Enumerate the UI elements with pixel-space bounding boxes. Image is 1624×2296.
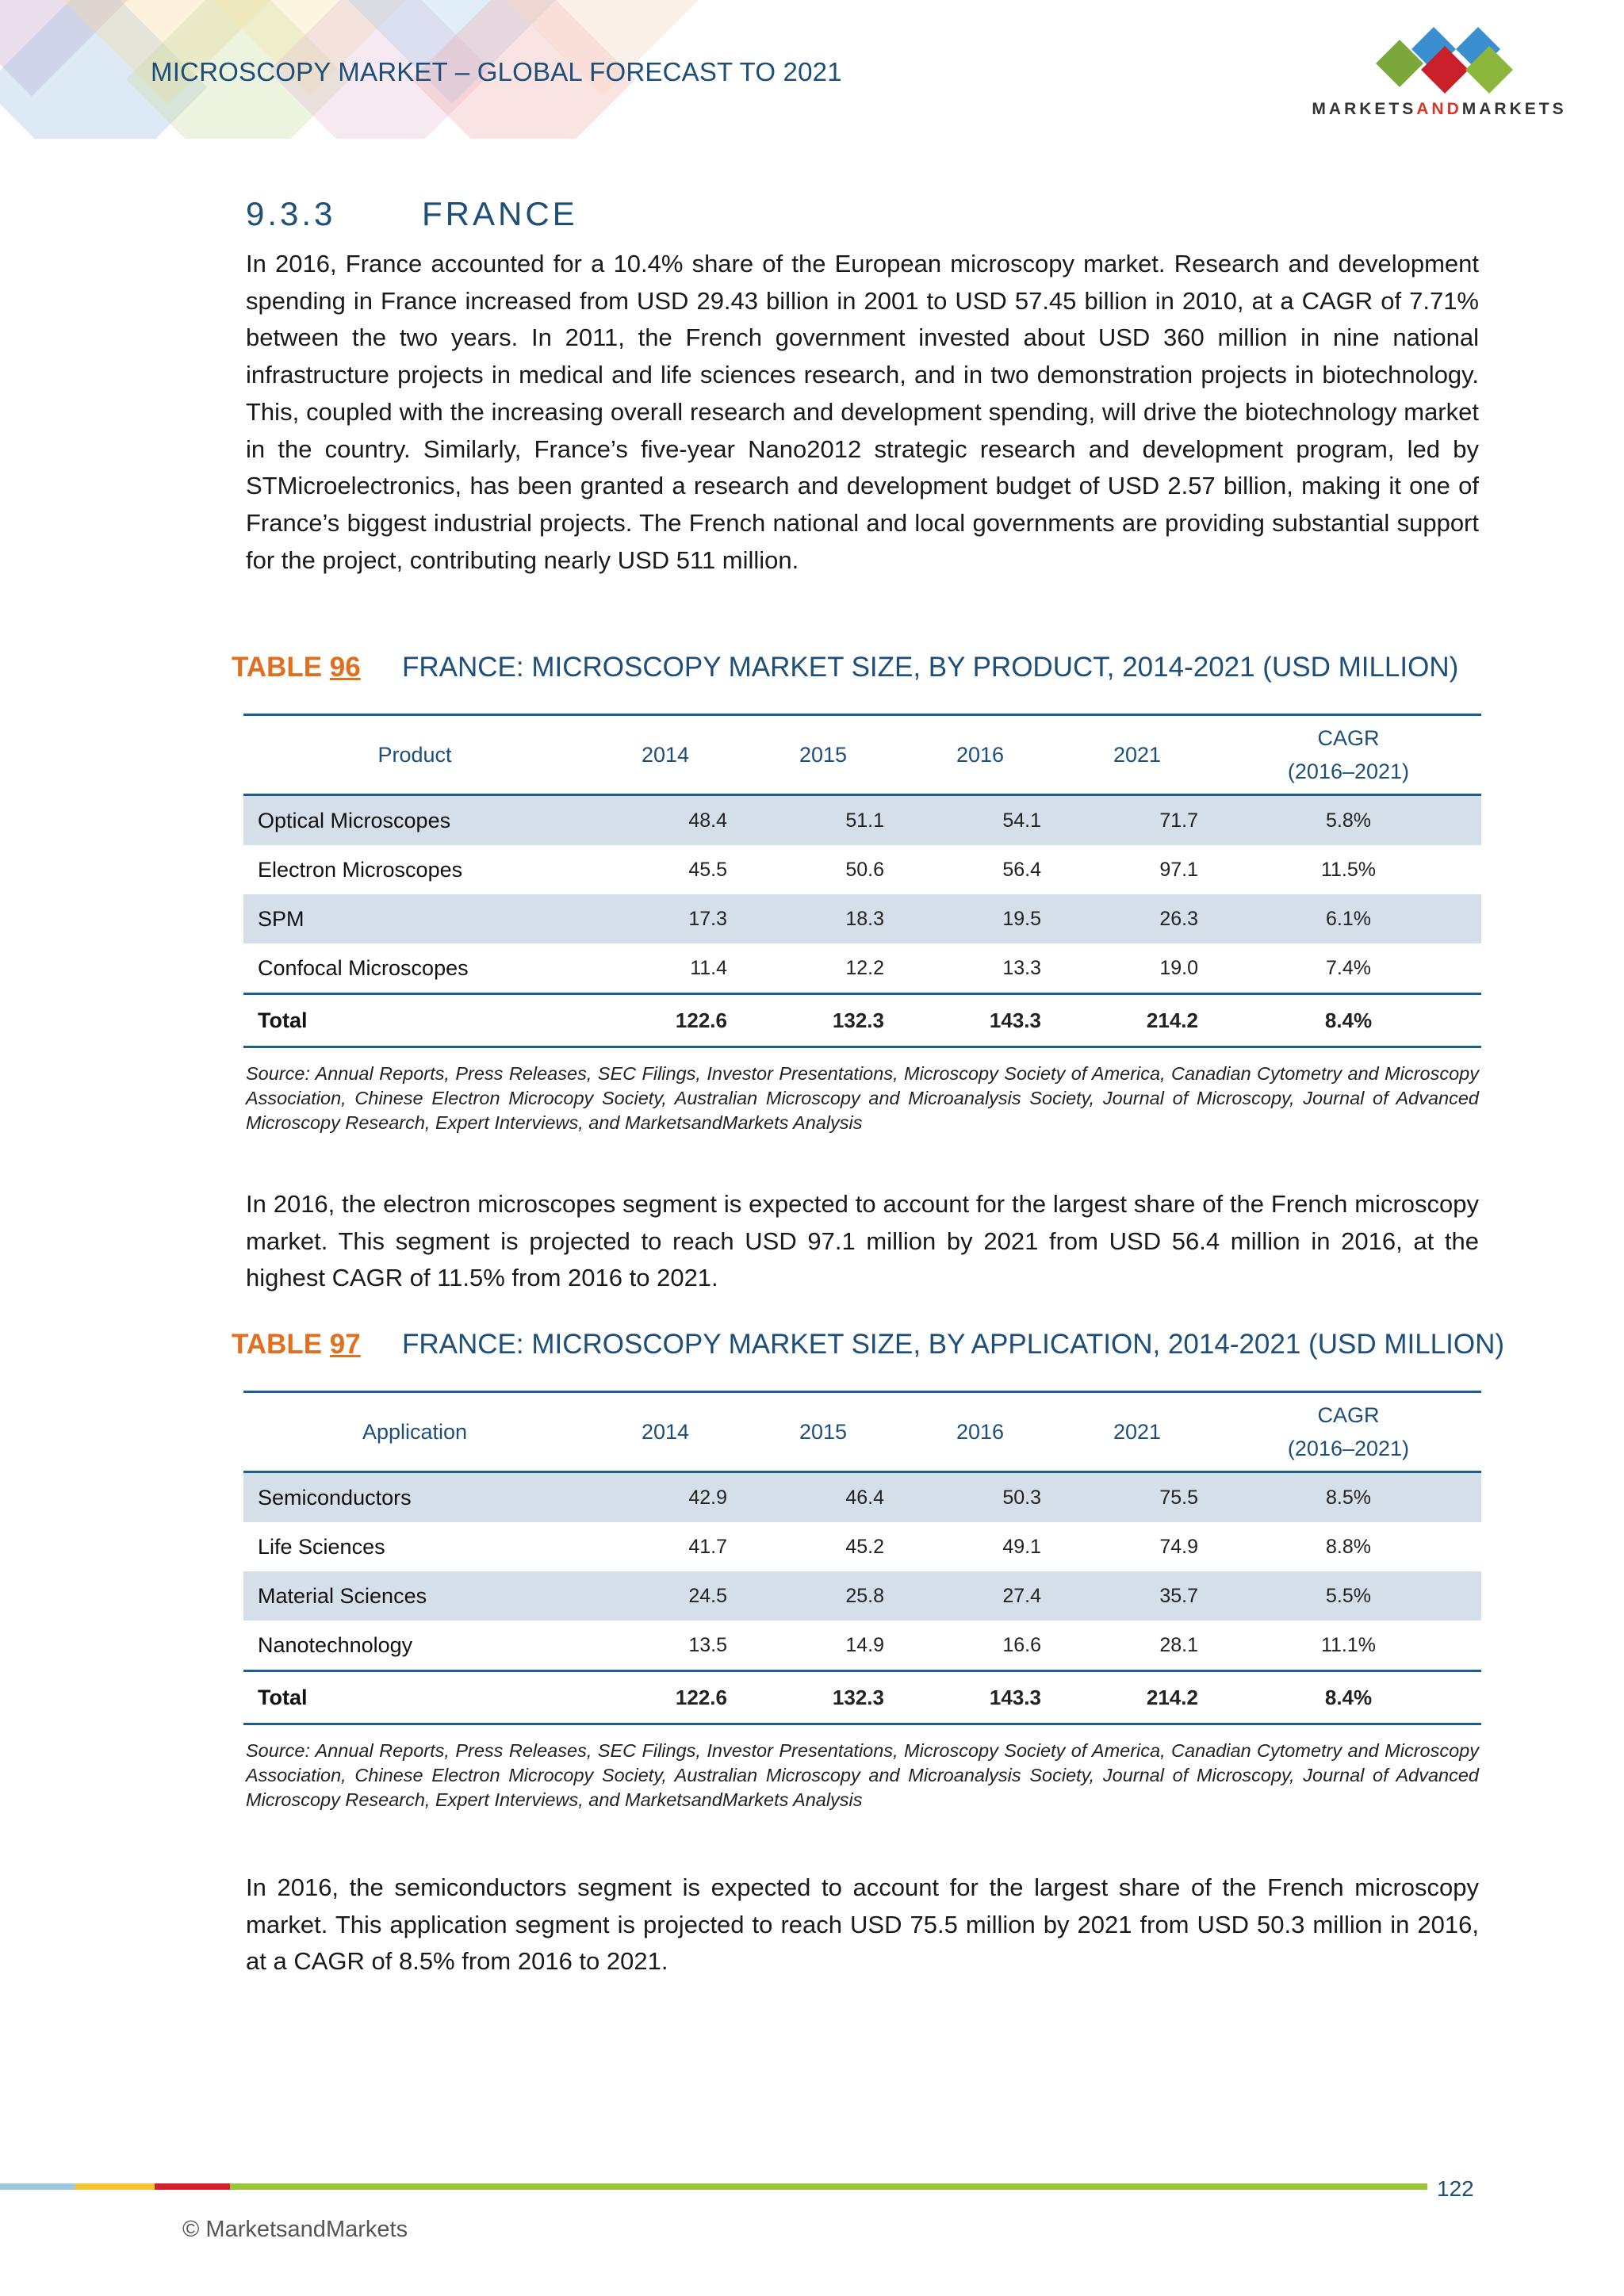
column-header: 2015 — [745, 1392, 902, 1472]
footer-bar — [0, 2183, 75, 2190]
column-header: 2014 — [586, 715, 745, 795]
paragraph-application: In 2016, the semiconductors segment is expected to account for the largest share of the French microscopy market. This application segment is projected to reach USD 75.5 million by 2021 from USD 50.3 million in 2016, at a CAGR of 8.5% from 2016 to 2021. — [246, 1873, 1479, 1976]
table-row: Nanotechnology 13.5 14.9 16.6 28.1 11.1% — [243, 1621, 1481, 1671]
logo-wordmark: MARKETSANDMARKETS — [1312, 100, 1567, 118]
column-header: CAGR (2016–2021) — [1216, 1392, 1481, 1472]
column-header: 2014 — [586, 1392, 745, 1472]
footer-bar — [155, 2183, 230, 2190]
paragraph-intro: In 2016, France accounted for a 10.4% share of the European microscopy market. Research and development spending in France increased from USD 29.43 billion in 2001 to USD 57.45 billion in 2010, at a CAGR of 7.71% between the two years. In 2011, the French government invested about USD 360 million in nine national infrastructure projects in medical and life sciences research, and in two demonstration projects in biotechnology. This, coupled with the increasing overall research and development spending, will drive the biotechnology market in the country. Similarly, France’s five-year Nano2012 strategic research and development program, led by STMicroelectronics, has been granted a research and development budget of USD 2.57 billion, making it one of France’s biggest industrial projects. The French national and local governments are providing substantial support for the project, contributing nearly USD 511 million. — [246, 250, 1479, 574]
footer-bar — [75, 2183, 155, 2190]
table-row: Electron Microscopes 45.5 50.6 56.4 97.1 11.5% — [243, 845, 1481, 894]
table-96-caption: TABLE 96 FRANCE: MICROSCOPY MARKET SIZE, BY PRODUCT, 2014-2021 (USD MILLION) — [232, 652, 1459, 683]
column-header: 2021 — [1059, 715, 1216, 795]
copyright: © MarketsandMarkets — [182, 2217, 408, 2242]
section-heading — [246, 195, 578, 233]
table-97-caption: TABLE 97 FRANCE: MICROSCOPY MARKET SIZE, BY APPLICATION, 2014-2021 (USD MILLION) — [232, 1329, 1505, 1360]
table-97 — [243, 1391, 1481, 1725]
column-header: 2016 — [902, 715, 1059, 795]
column-header: 2015 — [745, 715, 902, 795]
table-total-row: Total 122.6 132.3 143.3 214.2 8.4% — [243, 1671, 1481, 1724]
section-number: 9.3.3 — [246, 195, 336, 232]
table-96 — [243, 714, 1481, 1048]
footer-bar — [230, 2183, 1427, 2190]
report-title: MICROSCOPY MARKET – GLOBAL FORECAST TO 2021 — [151, 57, 842, 86]
table-96-source: Source: Annual Reports, Press Releases, SEC Filings, Investor Presentations, Microscopy Society of America, Canadian Cytometry and Microscopy Association, Chinese Electron Microcopy Society, Australian Microscopy and Microanalysis Society, Journal of Microscopy, Journal of Advanced Microscopy Research, Expert Interviews, and MarketsandMarkets Analysis — [246, 1063, 1479, 1133]
table-row: Optical Microscopes 48.4 51.1 54.1 71.7 5.8% — [243, 795, 1481, 846]
table-row: Confocal Microscopes 11.4 12.2 13.3 19.0 7.4% — [243, 943, 1481, 994]
table-row: Life Sciences 41.7 45.2 49.1 74.9 8.8% — [243, 1522, 1481, 1571]
table-row: SPM 17.3 18.3 19.5 26.3 6.1% — [243, 894, 1481, 943]
column-header: 2021 — [1059, 1392, 1216, 1472]
section-title: FRANCE — [422, 195, 578, 232]
column-header: Application — [243, 1392, 586, 1472]
paragraph-product: In 2016, the electron microscopes segment is expected to account for the largest share of the French microscopy market. This segment is projected to reach USD 97.1 million by 2021 from USD 56.4 million in 2016, at the highest CAGR of 11.5% from 2016 to 2021. — [246, 1190, 1479, 1292]
table-row: Semiconductors 42.9 46.4 50.3 75.5 8.5% — [243, 1472, 1481, 1523]
page-number: 122 — [1437, 2176, 1474, 2201]
table-97-source: Source: Annual Reports, Press Releases, SEC Filings, Investor Presentations, Microscopy Society of America, Canadian Cytometry and Microscopy Association, Chinese Electron Microcopy Society, Australian Microscopy and Microanalysis Society, Journal of Microscopy, Journal of Advanced Microscopy Research, Expert Interviews, and MarketsandMarkets Analysis — [246, 1740, 1479, 1810]
column-header: Product — [243, 715, 586, 795]
table-row: Material Sciences 24.5 25.8 27.4 35.7 5.5% — [243, 1571, 1481, 1621]
table-total-row: Total 122.6 132.3 143.3 214.2 8.4% — [243, 994, 1481, 1047]
column-header: CAGR (2016–2021) — [1216, 715, 1481, 795]
column-header: 2016 — [902, 1392, 1059, 1472]
